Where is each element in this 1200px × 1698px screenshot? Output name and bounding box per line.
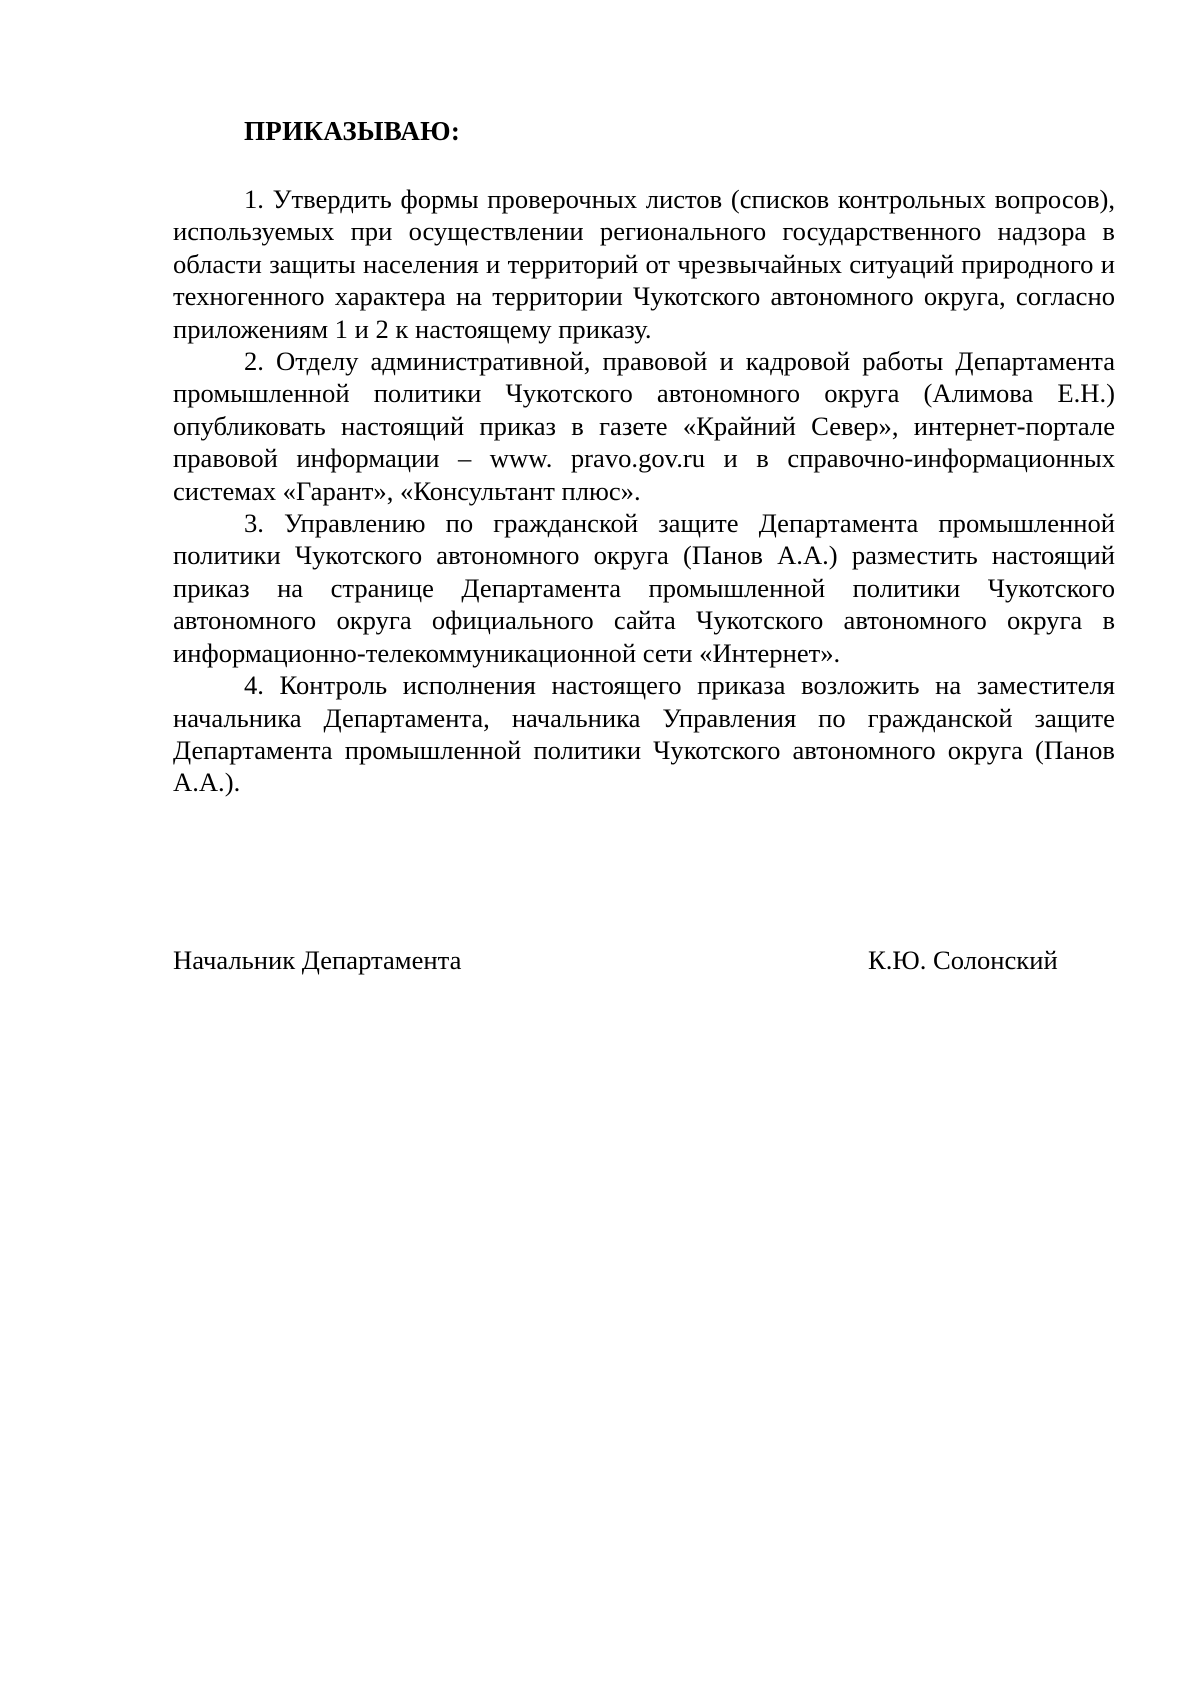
order-item-1: 1. Утвердить формы проверочных листов (списков контрольных вопросов), используемых при осуществлении регионального государственного надзора в области защиты населения и территорий от чрезвычайных ситуаций природного и техногенного характера на территории Чукотского автономного округа, согласно приложениям 1 и 2 к настоящему приказу.	[173, 184, 1115, 344]
order-item-2: 2. Отделу административной, правовой и кадровой работы Департамента промышленной политики Чукотского автономного округа (Алимова Е.Н.) опубликовать настоящий приказ в газете «Крайний Север», интернет-портале правовой информации – www. pravo.gov.ru и в справочно-информационных системах «Гарант», «Консультант плюс».	[173, 346, 1115, 506]
order-body	[173, 183, 1115, 799]
signatory-title: Начальник Департамента	[173, 945, 462, 975]
order-item-3: 3. Управлению по гражданской защите Департамента промышленной политики Чукотского автономного округа (Панов А.А.) разместить настоящий приказ на странице Департамента промышленной политики Чукотского автономного округа официального сайта Чукотского автономного округа в информационно-телекоммуникационной сети «Интернет».	[173, 508, 1115, 668]
order-item-4: 4. Контроль исполнения настоящего приказа возложить на заместителя начальника Департамента, начальника Управления по гражданской защите Департамента промышленной политики Чукотского автономного округа (Панов А.А.).	[173, 670, 1115, 798]
signatory-name: К.Ю. Солонский	[868, 945, 1058, 975]
order-heading: ПРИКАЗЫВАЮ:	[244, 116, 461, 146]
